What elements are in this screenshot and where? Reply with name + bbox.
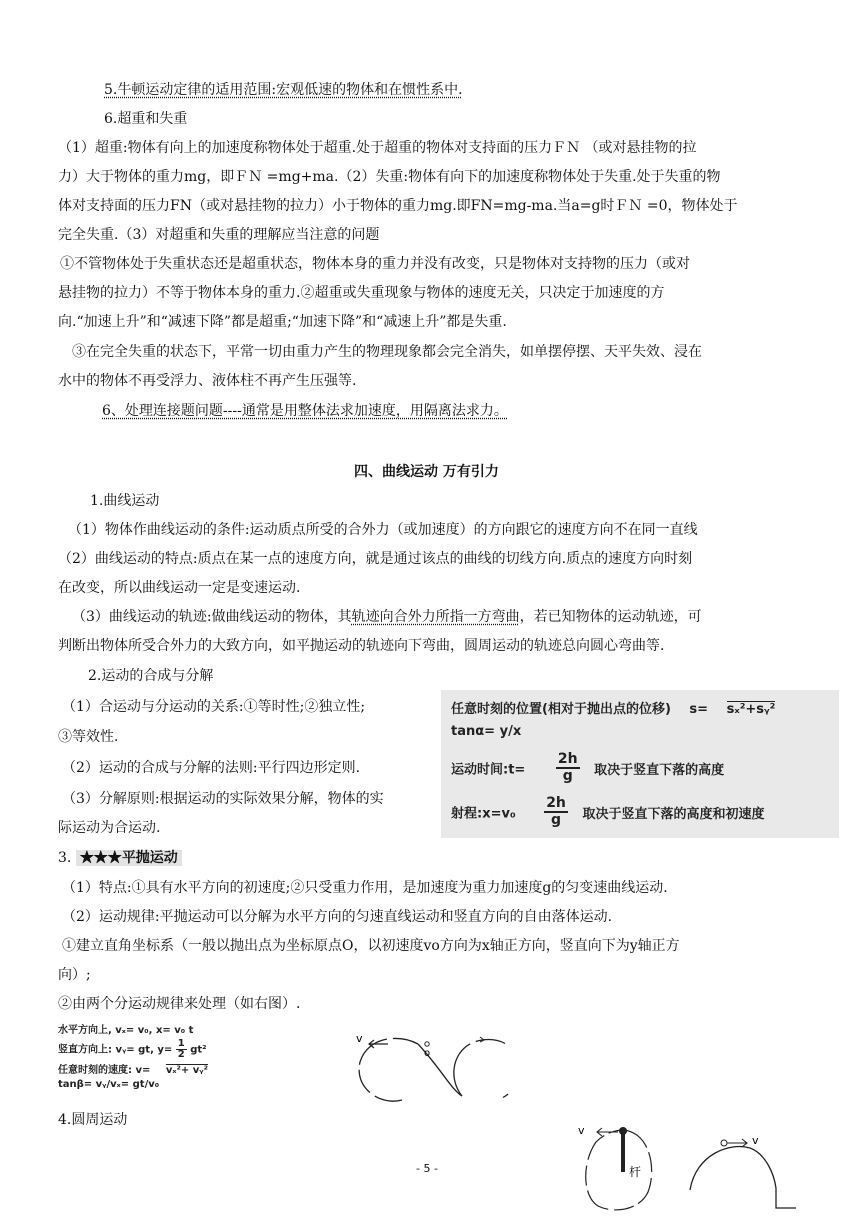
heading-number: 3. <box>58 850 72 866</box>
page-number: - 5 - <box>416 1162 438 1175</box>
velocity-label: v <box>752 1134 759 1147</box>
text-line: 6、处理连接题问题----通常是用整体法求加速度，用隔离法求力。 <box>102 403 508 419</box>
text-line: ③等效性. <box>58 729 119 745</box>
text-line: ①建立直角坐标系（一般以抛出点为坐标原点O，以初速度vo方向为x轴正方向，竖直向下为y轴正方 <box>62 938 680 954</box>
text-line: 1.曲线运动 <box>90 493 160 509</box>
formula-sqrt-expr: sₓ²+sᵧ² <box>726 702 776 717</box>
section-title: 四、曲线运动 万有引力 <box>354 464 499 480</box>
text-line: 完全失重.（3）对超重和失重的理解应当注意的问题 <box>58 227 380 243</box>
formula-text: gt² <box>190 1044 207 1056</box>
small-formula-velocity <box>58 1064 208 1078</box>
text-line: （2）运动的合成与分解的法则:平行四边形定则. <box>62 760 361 776</box>
left-circle-path <box>359 1038 418 1101</box>
text-line: 4.圆周运动 <box>58 1112 128 1128</box>
text-line: （1）合运动与分运动的关系:①等时性;②独立性; <box>62 699 366 715</box>
text-line: ②由两个分运动规律来处理（如右图）. <box>58 996 301 1012</box>
circular-motion-figure <box>350 1030 530 1108</box>
fraction-numerator: 1 <box>177 1038 185 1049</box>
small-formula-horizontal: 水平方向上, vₓ= v₀, x= v₀ t <box>58 1025 194 1036</box>
formula-note: 取决于竖直下落的高度 <box>594 762 725 778</box>
text-segment: 轨迹向合外力所指一方弯曲 <box>351 609 520 625</box>
text-line: 水中的物体不再受浮力、液体柱不再产生压强等. <box>58 373 357 389</box>
ground-line <box>776 1188 796 1208</box>
star-icon: ★★★ <box>79 850 122 866</box>
text-line: 际运动为合运动. <box>58 820 161 836</box>
text-line: 体对支持面的压力FN（或对悬挂物的拉力）小于物体的重力mg.即FN=mg-ma.当a=g时ＦＮ =0，物体处于 <box>58 198 738 214</box>
text-line: （2）曲线运动的特点:质点在某一点的速度方向，就是通过该点的曲线的切线方向.质点的速度方向时刻 <box>58 551 693 567</box>
velocity-label: v <box>578 1124 585 1137</box>
fraction-numerator: 2h <box>546 795 566 811</box>
formula-time <box>451 752 724 784</box>
formula-text: 任意时刻的速度: v= <box>58 1065 151 1076</box>
fraction-denominator: 2 <box>177 1049 185 1060</box>
text-segment: （3）曲线运动的轨迹:做曲线运动的物体，其 <box>72 609 352 625</box>
heading-projectile <box>58 848 182 868</box>
formula-label: 任意时刻的位置(相对于抛出点的位移) <box>451 702 671 717</box>
formula-tan-alpha: tanα= y/x <box>451 724 522 739</box>
text-line: 2.运动的合成与分解 <box>88 668 214 684</box>
right-circle-path <box>454 1040 520 1101</box>
rod-circle-figure <box>574 1122 658 1216</box>
heading-badge <box>76 850 182 866</box>
ball-icon <box>619 1127 627 1135</box>
formula-label: 运动时间:t= <box>451 762 526 778</box>
center-point <box>425 1042 429 1046</box>
small-formula-tan-beta: tanβ= vᵧ/vₓ= gt/v₀ <box>58 1079 160 1090</box>
text-line: 悬挂物的拉力）不等于物体本身的重力.②超重或失重现象与物体的速度无关，只决定于加速度的方 <box>58 285 665 301</box>
formula-note: 取决于竖直下落的高度和初速度 <box>582 806 765 822</box>
formula-range <box>451 796 764 828</box>
ball-icon <box>721 1140 727 1146</box>
heading-text: 平抛运动 <box>121 850 178 866</box>
formula-displacement <box>451 698 775 717</box>
fraction-denominator: g <box>551 812 562 828</box>
text-line: ①不管物体处于失重状态还是超重状态，物体本身的重力并没有改变，只是物体对支持物的压力（或对 <box>60 256 690 272</box>
fraction-denominator: g <box>562 768 573 784</box>
text-line: 向）; <box>58 967 91 983</box>
arch-figure <box>684 1132 800 1216</box>
text-line: 6.超重和失重 <box>104 111 188 127</box>
text-line: （1）超重:物体有向上的加速度称物体处于超重.处于超重的物体对支持面的压力ＦＮ （或对悬挂物的拉 <box>58 140 697 156</box>
text-line: ③在完全失重的状态下，平常一切由重力产生的物理现象都会完全消失，如单摆停摆、天平失效、浸在 <box>72 344 702 360</box>
rod-label: 杆 <box>629 1165 642 1179</box>
text-line <box>72 607 702 627</box>
fraction-numerator: 2h <box>557 751 578 767</box>
text-line: 判断出物体所受合外力的大致方向，如平抛运动的轨迹向下弯曲，圆周运动的轨迹总向圆心弯曲等. <box>58 638 665 654</box>
text-line: 向.“加速上升”和“减速下降”都是超重;“加速下降”和“减速上升”都是失重. <box>58 314 507 330</box>
formula-fraction <box>176 1039 187 1060</box>
text-line: 在改变，所以曲线运动一定是变速运动. <box>58 580 301 596</box>
arch-path <box>690 1147 776 1190</box>
circle-path <box>586 1130 652 1210</box>
text-line: （1）物体作曲线运动的条件:运动质点所受的合外力（或加速度）的方向跟它的速度方向不在同一直线 <box>68 522 698 538</box>
origin-label: o <box>424 1048 431 1059</box>
formula-label: 射程:x=v₀ <box>451 806 516 822</box>
text-segment: ，若已知物体的运动轨迹，可 <box>519 609 702 625</box>
formula-text: 竖直方向上: vᵧ= gt, y= <box>58 1044 173 1056</box>
text-line: （1）特点:①具有水平方向的初速度;②只受重力作用，是加速度为重力加速度g的匀变速曲线运动. <box>62 880 668 896</box>
formula-fraction <box>544 796 568 828</box>
formula-sqrt-expr: vₓ²+ vᵧ² <box>165 1065 208 1076</box>
formula-symbol: s= <box>689 702 709 717</box>
text-line: （2）运动规律:平抛运动可以分解为水平方向的匀速直线运动和竖直方向的自由落体运动. <box>62 909 613 925</box>
velocity-label: v <box>356 1032 363 1045</box>
text-line: 力）大于物体的重力mg，即ＦＮ =mg+ma.（2）失重:物体有向下的加速度称物体处于失重.处于失重的物 <box>58 169 721 185</box>
text-line: 5.牛顿运动定律的适用范围:宏观低速的物体和在惯性系中. <box>104 82 463 98</box>
small-formula-vertical <box>58 1039 207 1060</box>
formula-fraction <box>556 752 580 784</box>
formula-box <box>441 690 839 838</box>
text-line: （3）分解原则:根据运动的实际效果分解，物体的实 <box>62 791 384 807</box>
